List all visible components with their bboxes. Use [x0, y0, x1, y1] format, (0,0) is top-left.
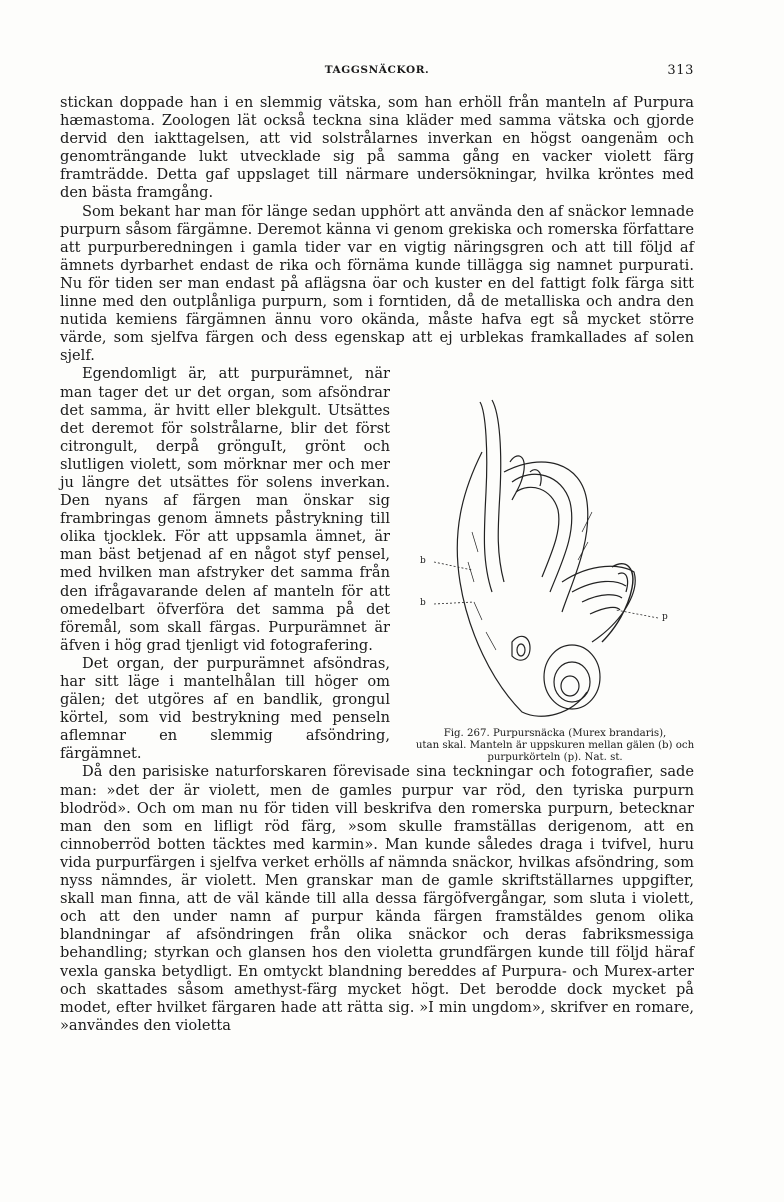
caption-lead: Fig. 267. Purpursnäcka (Murex brandaris), [443, 728, 667, 739]
figure-267 [412, 392, 698, 772]
paragraph-3: Egendomligt är, att purpurämnet, när man tager det ur det organ, som afsöndrar det samma, är hvitt eller blekgult. Utsättes det deremot för solstrålarne, blir det först citrongult, derpå grönguIt, grönt och slutligen violett, som mörknar mer och mer ju längre det utsättes för solens inverkan. Den nyans af färgen man önskar sig frambringas genom ämnets påstrykning till olika tjocklek. För att uppsamla ämnet, är man bäst betjenad af en något styf pensel, med hvilken man afstryker det samma från den ifrågavarande delen af manteln för att omedelbart öfverföra det samma på det föremål, som skall färgas. Purpurämnet är äfven i hög grad tjenligt vid fotografering. [60, 365, 390, 654]
page-number: 313 [667, 63, 694, 78]
label-b-upper: b [420, 556, 426, 566]
running-head [60, 64, 694, 82]
paragraph-1: stickan doppade han i en slemmig vätska, som han erhöll från manteln af Purpura hæmastoma. Zoologen lät också teckna sina kläder med samma vätska och gjorde dervid den iakttagelsen, att vid solstrålarnes inverkan en högst oangenäm och genomträngande lukt utvecklade sig på samma gång en vacker violett färg framträdde. Detta gaf uppslaget till närmare undersökningar, hvilka kröntes med den bästa framgång. [60, 94, 694, 202]
label-p: p [662, 612, 668, 622]
figure-caption [412, 728, 698, 764]
paragraph-4: Det organ, der purpurämnet afsöndras, har sitt läge i mantelhålan till höger om gälen; det utgöres af en bandlik, grongul körtel, som vid bestrykning med penseln aflemnar en slemmig afsöndring, färgämnet. [60, 654, 390, 763]
running-title: TAGGSNÄCKOR. [324, 64, 430, 76]
murex-illustration [412, 392, 698, 722]
caption-rest: utan skal. Manteln är uppskuren mellan gälen (b) och purpurkörteln (p). Nat. st. [415, 740, 695, 763]
paragraph-5: Då den parisiske naturforskaren förevisade sina teckningar och fotografier, sade man: »det der är violett, men de gamles purpur var röd, den tyriska purpurn blodröd». Och om man nu för tiden vill beskrifva den romerska purpurn, betecknar man den som en lifligt röd färg, »som skulle framställas derigenom, att en cinnoberröd botten täcktes med karmin». Man kunde således draga i tvifvel, huru vida purpurfärgen i sjelfva verket erhölls af nämnda snäckor, hvilkas afsöndring, som nyss nämndes, är violett. Men granskar man de gamle skriftställarnes uppgifter, skall man finna, att de väl kände till alla dessa färgöfvergångar, som sluta i violett, och att den under namn af purpur kända färgen framstäldes genom olika blandningar af afsöndringen från olika snäckor och deras fabriksmessiga behandling; styrkan och glansen hos den violetta grundfärgen kunde till följd häraf vexla ganska betydligt. En omtyckt blandning bereddes af Purpura- och Murex-arter och skattades såsom amethyst-färg mycket högt. Det berodde dock mycket på modet, efter hvilket färgaren hade att rätta sig. »I min ungdom», skrifver en romare, »användes den violetta [60, 763, 694, 1034]
label-b-lower: b [420, 598, 426, 608]
paragraph-2: Som bekant har man för länge sedan upphört att använda den af snäckor lemnade purpurn såsom färgämne. Deremot känna vi genom grekiska och romerska författare att purpurberedningen i gamla tider var en vigtig näringsgren och att till följd af ämnets dyrbarhet endast de rika och förnäma kunde tillägga sig namnet purpurati. Nu för tiden ser man endast på aflägsna öar och kuster en del fattigt folk färga sitt linne med den outplånliga purpurn, som i forntiden, då de metalliska och andra den nutida kemiens färgämnen ännu voro okända, måste hafva egt så mycket större värde, som sjelfva färgen och dess egenskap att ej urblekas framkallades af solen sjelf. [60, 202, 694, 365]
